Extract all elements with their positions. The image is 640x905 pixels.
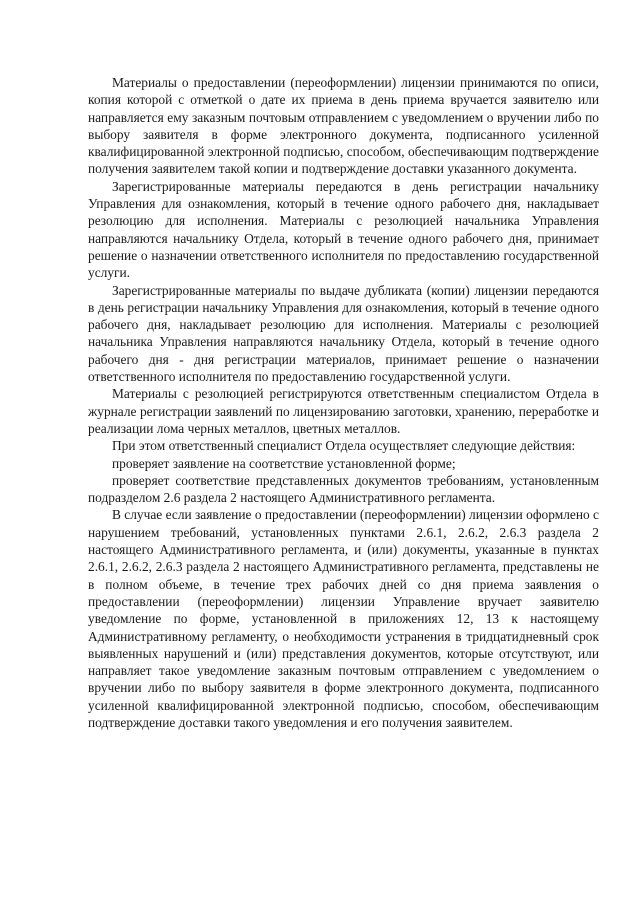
paragraph-specialist-actions: При этом ответственный специалист Отдела осуществляет следующие действия: — [112, 438, 576, 454]
paragraph-duplicate-materials: Зарегистрированные материалы по выдаче дубликата (копии) лицензии передаются в день регистрации начальнику Управления для ознакомления, который в течение одного рабочего дня, накладывает резолюцию для исполнения. Материалы с резолюцией начальника Управления направляются начальнику Отдела, который в течение одного рабочего дня - дня регистрации материалов, принимает решение о назначении ответственного исполнителя по предоставлению государственной услуги. — [88, 282, 599, 385]
paragraph-journal-registration: Материалы с резолюцией регистрируются ответственным специалистом Отдела в журнале регистрации заявлений по лицензированию заготовки, хранению, переработке и реализации лома черных металлов, цветных металлов. — [88, 386, 599, 436]
paragraph-check-form: проверяет заявление на соответствие установленной форме; — [112, 455, 456, 471]
paragraph-registered-materials: Зарегистрированные материалы передаются в день регистрации начальнику Управления для ознакомления, который в течение одного рабочего дня, накладывает резолюцию для исполнения. Материалы с резолюцией начальника Управления направляются начальнику Отдела, который в течение одного рабочего дня, принимает решение о назначении ответственного исполнителя по предоставлению государственной услуги. — [88, 178, 599, 281]
document-page — [88, 74, 599, 731]
paragraph-materials-acceptance: Материалы о предоставлении (переоформлении) лицензии принимаются по описи, копия которой с отметкой о дате их приема в день приема вручается заявителю или направляется ему заказным почтовым отправлением с уведомлением о вручении либо по выбору заявителя в форме электронного документа, подписанного усиленной квалифицированной электронной подписью, способом, обеспечивающим подтверждение получения заявителем такой копии и подтверждение доставки указанного документа. — [88, 75, 599, 177]
paragraph-violation-notice: В случае если заявление о предоставлении (переоформлении) лицензии оформлено с нарушением требований, установленных пунктами 2.6.1, 2.6.2, 2.6.3 раздела 2 настоящего Административного регламента, и (или) документы, указанные в пунктах 2.6.1, 2.6.2, 2.6.3 раздела 2 настоящего Административного регламента, представлены не в полном объеме, в течение трех рабочих дней со дня приема заявления о предоставлении (переоформлении) лицензии Управление вручает заявителю уведомление по форме, установленной в приложениях 12, 13 к настоящему Административному регламенту, о необходимости устранения в тридцатидневный срок выявленных нарушений и (или) представления документов, которые отсутствуют, или направляет такое уведомление заказным почтовым отправлением с уведомлением о вручении либо по выбору заявителя в форме электронного документа, подписанного усиленной квалифицированной электронной подписью, способом, обеспечивающим подтверждение доставки такого уведомления и его получения заявителем. — [88, 507, 599, 730]
paragraph-check-documents: проверяет соответствие представленных документов требованиям, установленным подразделом 2.6 раздела 2 настоящего Административного регламента. — [88, 472, 599, 506]
